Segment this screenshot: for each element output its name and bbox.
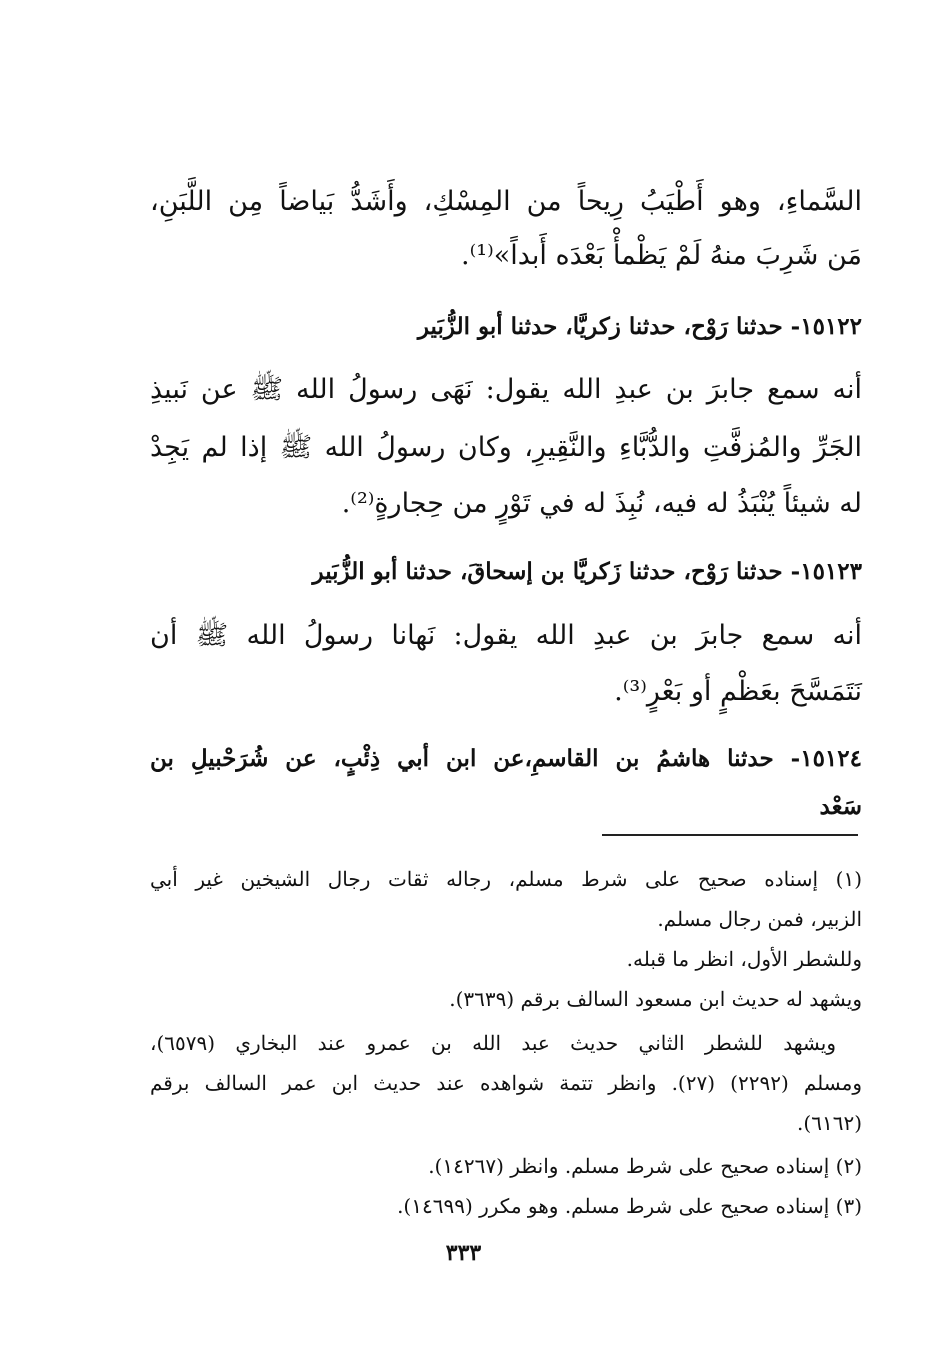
main-text-line: مَن شَرِبَ منهُ لَمْ يَظْمأْ بَعْدَه أَبداً»⁽¹⁾. xyxy=(461,240,862,271)
footnote-line: ويشهد للشطر الثاني حديث عبد الله بن عمرو عند البخاري (٦٥٧٩)، xyxy=(150,1031,836,1055)
footnote-line: (٣) إسناده صحيح على شرط مسلم. وهو مكرر (١٤٦٩٩). xyxy=(397,1194,862,1218)
footnote-line: ويشهد له حديث ابن مسعود السالف برقم (٣٦٣٩). xyxy=(449,987,862,1011)
hadith-header: ١٥١٢٢- حدثنا رَوْح، حدثنا زكريَّا، حدثنا أبو الزُّبَير xyxy=(417,313,862,340)
footnote-line: ومسلم (٢٢٩٢) (٢٧). وانظر تتمة شواهده عند حديث ابن عمر السالف برقم xyxy=(150,1071,862,1095)
main-text-line: الجَرِّ والمُزفَّتِ والدُّبَّاءِ والنَّقِيرِ، وكان رسولُ الله ﷺ إذا لم يَجِدْ xyxy=(150,432,862,463)
footnote-line: الزبير، فمن رجال مسلم. xyxy=(657,907,862,931)
footnote-line: وللشطر الأول، انظر ما قبله. xyxy=(626,947,862,971)
footnote-line: (٦١٦٢). xyxy=(797,1111,862,1135)
footnote-line: (١) إسناده صحيح على شرط مسلم، رجاله ثقات رجال الشيخين غير أبي xyxy=(150,867,862,891)
page-number: ٣٣٣ xyxy=(445,1240,482,1266)
main-text-line: له شيئاً يُنْبَذُ له فيه، نُبِذَ له في تَوْرٍ من حِجارةٍ⁽²⁾. xyxy=(341,488,862,519)
footnote-separator xyxy=(602,834,858,836)
main-text-line: أنه سمع جابرَ بن عبدِ الله يقول: نَهَى رسولُ الله ﷺ عن نَبيذِ xyxy=(150,374,862,405)
hadith-header: ١٥١٢٤- حدثنا هاشمُ بن القاسمِ،عن ابن أبي ذِئْبٍ، عن شُرَحْبيلِ بن xyxy=(150,745,862,772)
hadith-header-continued: سَعْد xyxy=(819,793,862,820)
main-text-line: أنه سمع جابرَ بن عبدِ الله يقول: نَهانا رسولُ الله ﷺ أن xyxy=(150,620,862,651)
main-text-line: نَتَمَسَّحَ بعَظْمٍ أو بَعْرٍ⁽³⁾. xyxy=(614,676,862,707)
main-text-line: السَّماءِ، وهو أَطْيَبُ رِيحاً من المِسْكِ، وأَشَدُّ بَياضاً مِن اللَّبَنِ، xyxy=(150,186,862,217)
hadith-header: ١٥١٢٣- حدثنا رَوْح، حدثنا زَكريَّا بن إسحاقَ، حدثنا أبو الزُّبَير xyxy=(312,558,862,585)
footnote-line: (٢) إسناده صحيح على شرط مسلم. وانظر (١٤٢٦٧). xyxy=(428,1154,862,1178)
